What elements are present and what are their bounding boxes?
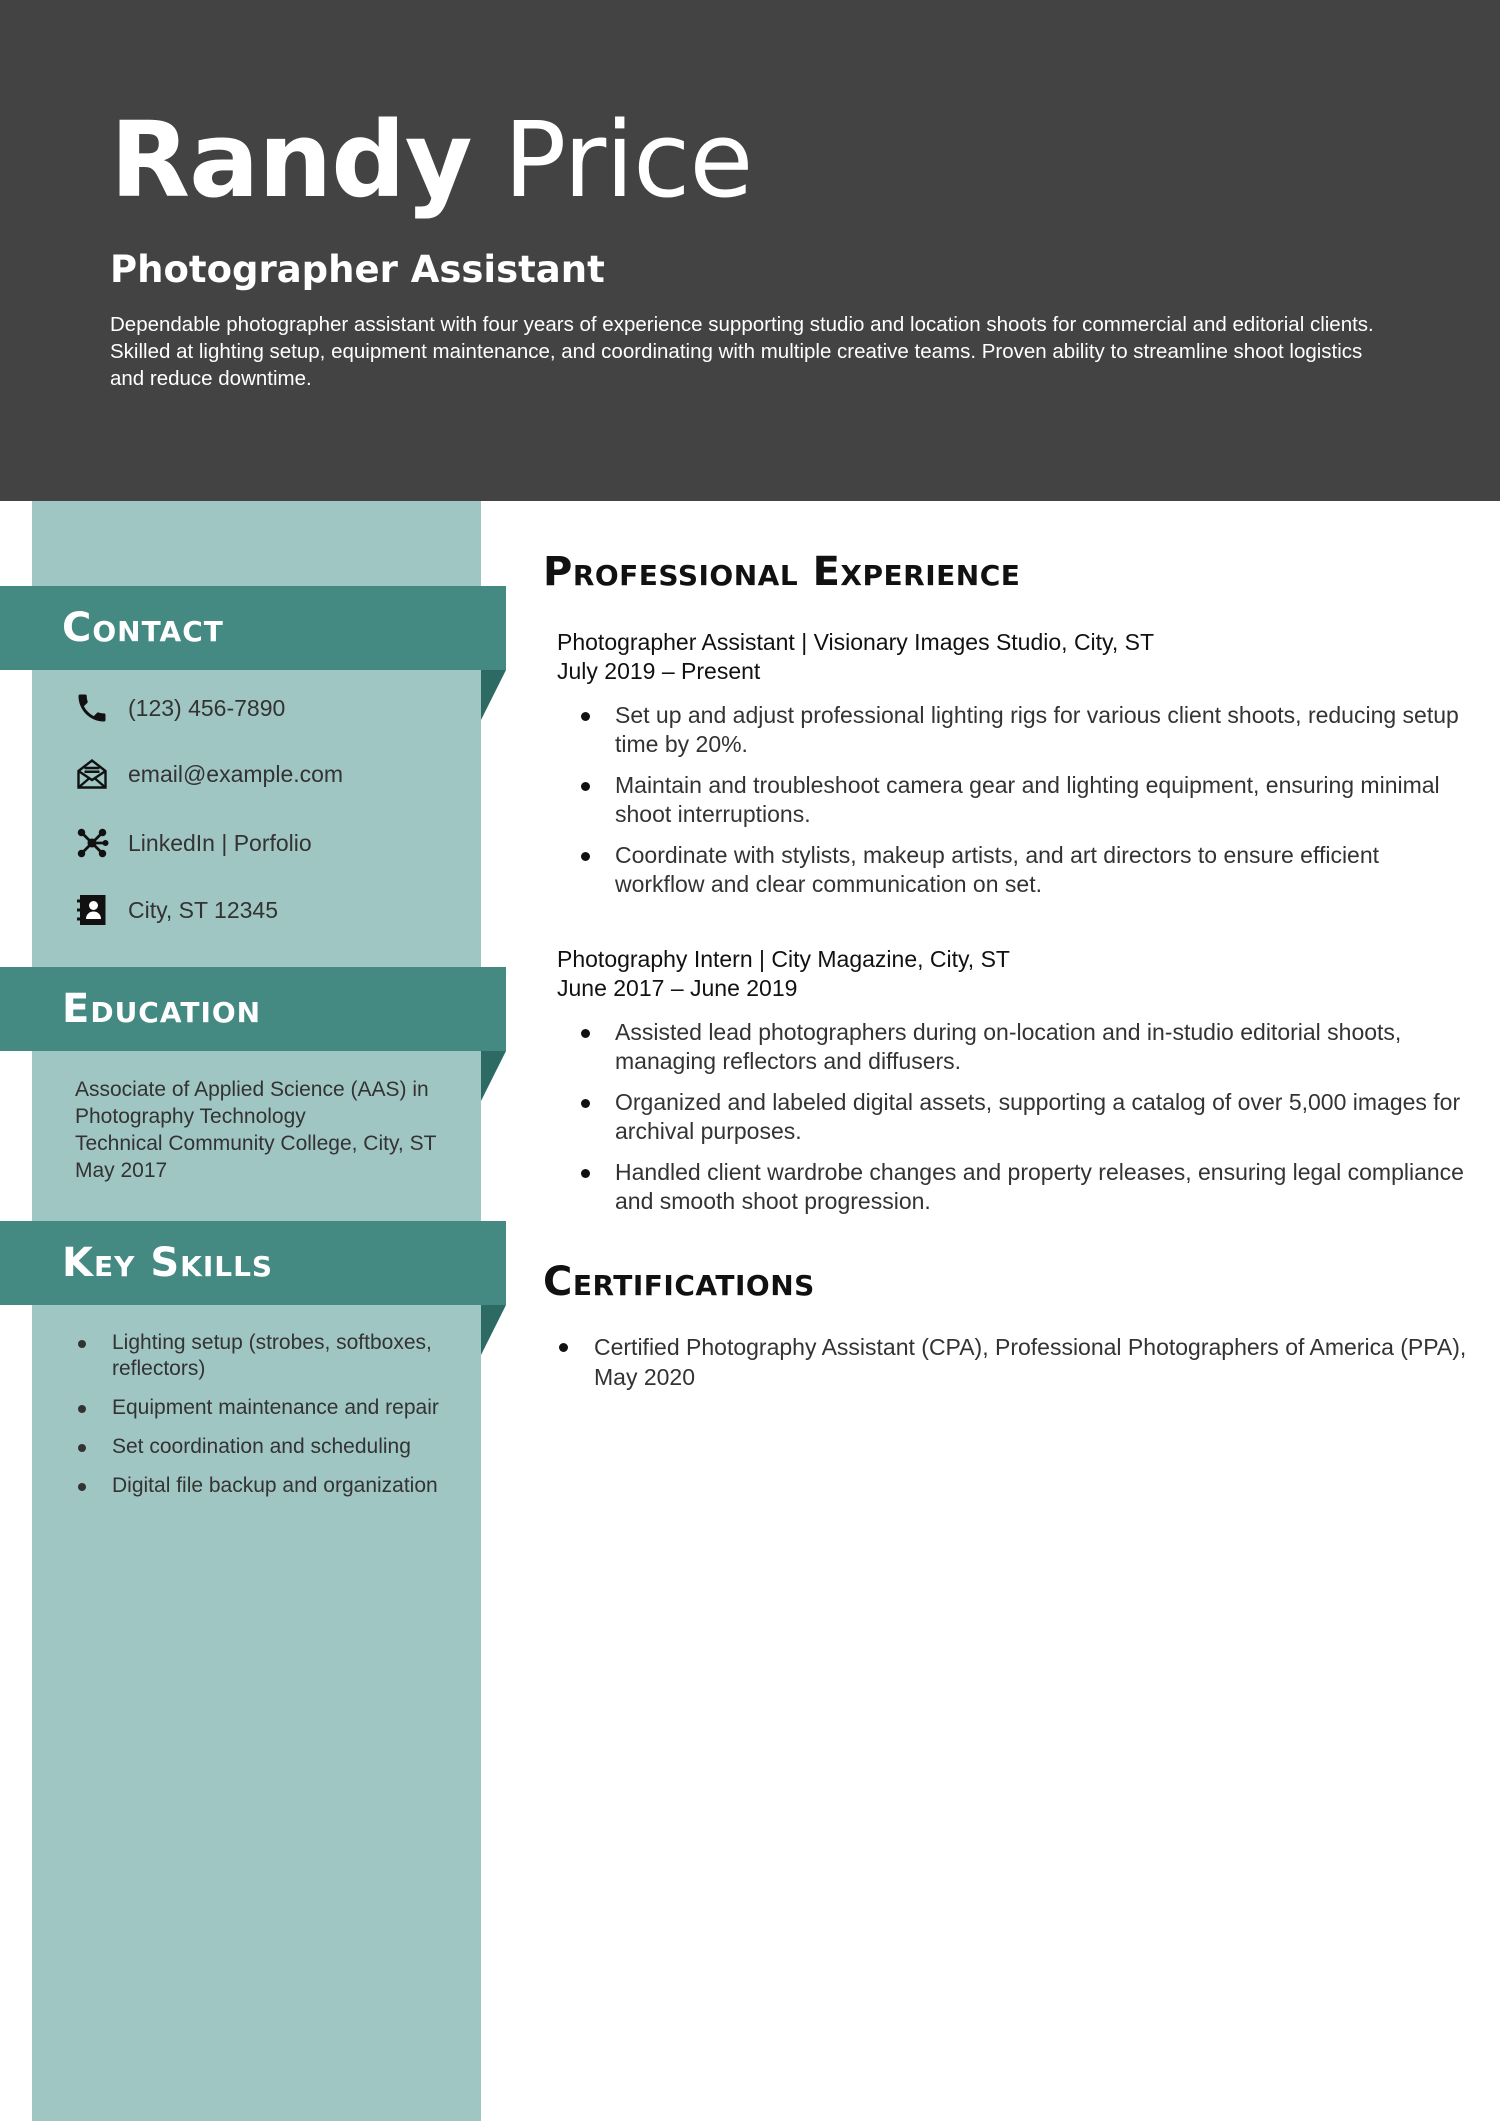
certifications-heading: Certifications bbox=[543, 1259, 815, 1305]
phone-number: (123) 456-7890 bbox=[128, 694, 286, 721]
last-name: Price bbox=[503, 99, 753, 221]
job-1-dates: July 2019 – Present bbox=[557, 658, 761, 684]
email-address: email@example.com bbox=[128, 760, 344, 787]
contact-links bbox=[72, 821, 312, 865]
education-band-fold bbox=[481, 1051, 506, 1101]
degree-line-2: Photography Technology bbox=[75, 1105, 306, 1128]
contact-email bbox=[72, 752, 343, 796]
bullet-item: Maintain and troubleshoot camera gear and lighting equipment, ensuring minimal shoot interruptions. bbox=[557, 771, 1467, 829]
bullet-item: Coordinate with stylists, makeup artists, and art directors to ensure efficient workflow and clear communication on set. bbox=[557, 841, 1467, 899]
certifications-list bbox=[557, 1332, 1467, 1392]
skills-section-header bbox=[0, 1221, 506, 1305]
address-card-icon bbox=[72, 890, 112, 930]
job-title: Photographer Assistant bbox=[110, 248, 605, 291]
degree-line-1: Associate of Applied Science (AAS) in bbox=[75, 1078, 429, 1101]
contact-phone bbox=[72, 686, 285, 730]
contact-section-header bbox=[0, 586, 506, 670]
certification-item: Certified Photography Assistant (CPA), Professional Photographers of America (PPA), May 2020 bbox=[557, 1332, 1467, 1392]
job-1-bullets bbox=[557, 701, 1467, 911]
contact-band-fold bbox=[481, 670, 506, 720]
bullet-item: Assisted lead photographers during on-location and in-studio editorial shoots, managing reflectors and diffusers. bbox=[557, 1018, 1467, 1076]
experience-heading: Professional Experience bbox=[543, 549, 1021, 595]
phone-icon bbox=[72, 688, 112, 728]
skill-item: Set coordination and scheduling bbox=[75, 1434, 475, 1460]
graduation-date: May 2017 bbox=[75, 1159, 168, 1182]
skills-band-fold bbox=[481, 1305, 506, 1355]
bullet-item: Handled client wardrobe changes and property releases, ensuring legal compliance and smooth shoot progression. bbox=[557, 1158, 1467, 1216]
envelope-icon bbox=[72, 754, 112, 794]
skills-list bbox=[75, 1330, 475, 1512]
job-2-dates: June 2017 – June 2019 bbox=[557, 975, 798, 1001]
education-heading: Education bbox=[62, 986, 262, 1032]
links-text: LinkedIn | Porfolio bbox=[128, 829, 312, 856]
contact-heading: Contact bbox=[62, 605, 224, 651]
sidebar bbox=[32, 501, 481, 2121]
first-name: Randy bbox=[110, 99, 472, 221]
bullet-item: Organized and labeled digital assets, supporting a catalog of over 5,000 images for archival purposes. bbox=[557, 1088, 1467, 1146]
job-2-bullets bbox=[557, 1018, 1467, 1228]
bullet-item: Set up and adjust professional lighting rigs for various client shoots, reducing setup time by 20%. bbox=[557, 701, 1467, 759]
skills-heading: Key Skills bbox=[62, 1240, 274, 1286]
location-text: City, ST 12345 bbox=[128, 896, 279, 923]
skill-item: Digital file backup and organization bbox=[75, 1473, 475, 1499]
candidate-name bbox=[110, 99, 753, 221]
education-details bbox=[75, 1076, 475, 1184]
network-icon bbox=[72, 823, 112, 863]
profile-summary: Dependable photographer assistant with four years of experience supporting studio and location shoots for commercial and editorial clients. Skilled at lighting setup, equipment maintenance, and coordinating with multiple creative teams. Proven ability to streamline shoot logistics and reduce downtime. bbox=[110, 313, 1374, 390]
skill-item: Lighting setup (strobes, softboxes, reflectors) bbox=[75, 1330, 475, 1382]
school-name: Technical Community College, City, ST bbox=[75, 1132, 437, 1155]
contact-location bbox=[72, 888, 278, 932]
education-section-header bbox=[0, 967, 506, 1051]
job-2-title: Photography Intern | City Magazine, City, ST bbox=[557, 946, 1010, 972]
skill-item: Equipment maintenance and repair bbox=[75, 1395, 475, 1421]
job-1-title: Photographer Assistant | Visionary Images Studio, City, ST bbox=[557, 629, 1155, 655]
resume-header bbox=[0, 0, 1500, 501]
